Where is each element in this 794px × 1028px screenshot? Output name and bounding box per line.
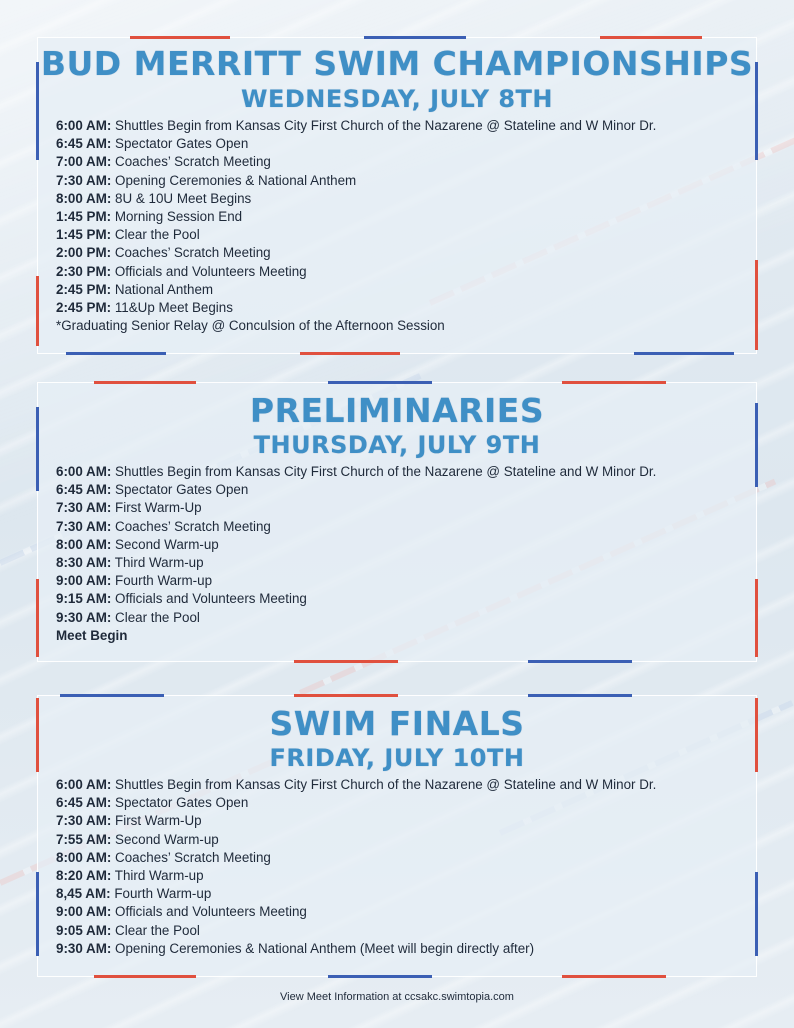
schedule-note: *Graduating Senior Relay @ Conculsion of the Afternoon Session [56, 318, 445, 334]
schedule-item [56, 244, 756, 262]
schedule-item [56, 299, 756, 317]
schedule-item [56, 590, 756, 608]
schedule-time: 7:30 AM: [56, 172, 112, 188]
schedule-time: 7:30 AM: [56, 500, 112, 516]
schedule-description: Coaches’ Scratch Meeting [115, 154, 271, 170]
schedule-description: Clear the Pool [115, 609, 200, 625]
schedule-time: 8,45 AM: [56, 886, 111, 902]
friday-schedule-panel [37, 695, 757, 977]
schedule-description: First Warm-Up [115, 813, 202, 829]
day-heading: THURSDAY, JULY 9TH [253, 431, 541, 459]
schedule-item [56, 172, 756, 190]
schedule-description: 11&Up Meet Begins [114, 300, 233, 316]
schedule-description: Second Warm-up [115, 831, 219, 847]
schedule-description: Officials and Volunteers Meeting [114, 263, 307, 279]
schedule-description: Fourth Warm-up [114, 886, 212, 902]
schedule-item [56, 536, 756, 554]
schedule-item [56, 263, 756, 281]
schedule-description: Morning Session End [114, 209, 243, 225]
schedule-time: 6:45 AM: [56, 136, 112, 152]
schedule-description: Second Warm-up [115, 536, 219, 552]
schedule-time: 7:30 AM: [56, 518, 112, 534]
schedule-item [56, 940, 756, 958]
schedule-item [56, 518, 756, 536]
schedule-item [56, 153, 756, 171]
meet-begin-line: Meet Begin [56, 627, 128, 643]
schedule-time: 6:00 AM: [56, 464, 112, 479]
schedule-description: Shuttles Begin from Kansas City First Church of the Nazarene @ Stateline and W Minor Dr. [115, 777, 657, 792]
schedule-time: 8:00 AM: [56, 190, 112, 206]
schedule-time: 6:45 AM: [56, 795, 112, 811]
schedule-item [56, 572, 756, 590]
schedule-description: Fourth Warm-up [115, 573, 213, 589]
schedule-item [56, 463, 756, 481]
thursday-schedule-panel [37, 382, 757, 662]
schedule-item [56, 481, 756, 499]
session-title: SWIM FINALS [269, 704, 525, 743]
schedule-list [38, 463, 756, 627]
schedule-time: 7:55 AM: [56, 831, 112, 847]
schedule-description: Coaches’ Scratch Meeting [115, 849, 271, 865]
schedule-time: 2:30 PM: [56, 263, 112, 279]
schedule-item [56, 117, 756, 135]
schedule-description: Spectator Gates Open [115, 136, 249, 152]
footer-info: View Meet Information at ccsakc.swimtopia.com [280, 991, 514, 1003]
day-heading: WEDNESDAY, JULY 8TH [241, 85, 553, 113]
schedule-time: 1:45 PM: [56, 209, 112, 225]
schedule-list [38, 117, 756, 317]
schedule-time: 2:45 PM: [56, 281, 112, 297]
day-heading: FRIDAY, JULY 10TH [269, 744, 525, 772]
schedule-time: 2:00 PM: [56, 245, 112, 261]
schedule-time: 9:30 AM: [56, 609, 112, 625]
schedule-item [56, 190, 756, 208]
schedule-description: Coaches’ Scratch Meeting [115, 518, 271, 534]
schedule-description: Officials and Volunteers Meeting [115, 591, 307, 607]
schedule-description: Coaches’ Scratch Meeting [114, 245, 271, 261]
schedule-time: 9:30 AM: [56, 940, 112, 956]
schedule-description: Spectator Gates Open [115, 795, 249, 811]
schedule-description: Spectator Gates Open [115, 482, 249, 498]
schedule-description: Opening Ceremonies & National Anthem [115, 172, 357, 188]
schedule-item [56, 208, 756, 226]
schedule-time: 8:20 AM: [56, 868, 112, 884]
schedule-item [56, 794, 756, 812]
schedule-item [56, 922, 756, 940]
schedule-time: 9:00 AM: [56, 904, 112, 920]
event-title: BUD MERRITT SWIM CHAMPIONSHIPS [40, 44, 754, 83]
schedule-item [56, 776, 756, 794]
schedule-description: Clear the Pool [115, 922, 200, 938]
schedule-item [56, 831, 756, 849]
schedule-time: 9:15 AM: [56, 591, 112, 607]
schedule-time: 1:45 PM: [56, 227, 112, 243]
schedule-time: 6:00 AM: [56, 777, 112, 792]
schedule-item [56, 867, 756, 885]
schedule-list [38, 776, 756, 958]
session-title: PRELIMINARIES [249, 391, 545, 430]
schedule-item [56, 812, 756, 830]
schedule-item [56, 135, 756, 153]
schedule-item [56, 609, 756, 627]
schedule-time: 7:30 AM: [56, 813, 112, 829]
schedule-description: Shuttles Begin from Kansas City First Church of the Nazarene @ Stateline and W Minor Dr. [115, 464, 657, 479]
schedule-time: 9:05 AM: [56, 922, 112, 938]
schedule-time: 6:00 AM: [56, 118, 112, 133]
schedule-time: 8:30 AM: [56, 555, 112, 571]
schedule-description: National Anthem [114, 281, 214, 297]
wednesday-schedule-panel [37, 37, 757, 354]
schedule-description: Clear the Pool [114, 227, 200, 243]
schedule-description: Third Warm-up [114, 868, 204, 884]
schedule-item [56, 499, 756, 517]
schedule-item [56, 226, 756, 244]
schedule-description: 8U & 10U Meet Begins [115, 190, 252, 206]
schedule-time: 8:00 AM: [56, 536, 112, 552]
schedule-description: First Warm-Up [115, 500, 202, 516]
schedule-description: Shuttles Begin from Kansas City First Church of the Nazarene @ Stateline and W Minor Dr. [115, 118, 657, 133]
schedule-item [56, 885, 756, 903]
schedule-time: 8:00 AM: [56, 849, 112, 865]
schedule-time: 6:45 AM: [56, 482, 112, 498]
schedule-item [56, 903, 756, 921]
schedule-time: 9:00 AM: [56, 573, 112, 589]
schedule-time: 7:00 AM: [56, 154, 112, 170]
schedule-description: Third Warm-up [114, 555, 204, 571]
schedule-time: 2:45 PM: [56, 300, 112, 316]
schedule-item [56, 281, 756, 299]
schedule-item [56, 849, 756, 867]
schedule-item [56, 554, 756, 572]
schedule-description: Opening Ceremonies & National Anthem (Meet will begin directly after) [115, 940, 535, 956]
schedule-description: Officials and Volunteers Meeting [115, 904, 307, 920]
